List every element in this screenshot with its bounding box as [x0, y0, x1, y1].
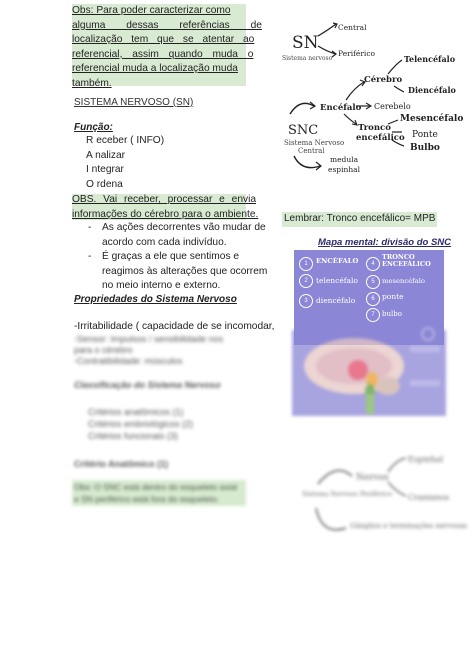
ponte-label: Ponte: [412, 130, 438, 140]
obs1-line: localização tem que se atentar ao: [72, 34, 255, 46]
obs1-line: também.: [72, 77, 112, 89]
blurred-criteria: Critérios anatômicos (1) Critérios embriológicos (2) Critérios funcionais (3): [88, 407, 194, 441]
blurred-criterio-title: Critério Anatômico (1): [74, 459, 169, 469]
mapa-item-bulbo: bulbo: [382, 310, 402, 318]
central-label: Central: [338, 23, 367, 32]
obs1-line: referencial muda a localização muda: [72, 63, 238, 75]
medula-label: medula: [330, 155, 359, 164]
mapa-number: 6: [366, 292, 380, 306]
mapa-number: 5: [366, 275, 380, 289]
obs2-line: informações do cérebro para o ambiente.: [72, 208, 259, 220]
arrow-telencefalo: [388, 60, 402, 74]
arrow-diencefalo: [394, 86, 404, 92]
funcao-item: O rdena: [86, 178, 123, 190]
tronco-label: Tronco: [358, 123, 391, 133]
arrow-mesencefalo: [388, 120, 398, 124]
cerebro-label: Cérebro: [364, 75, 403, 85]
irritabilidade-line: -Irritabilidade ( capacidade de se incomodar,: [74, 321, 275, 332]
mesencefalo-label: Mesencéfalo: [400, 114, 464, 124]
ganglios-label: Gânglios e terminações nervosas: [350, 522, 468, 530]
sn-subtitle: Sistema nervoso: [282, 55, 333, 62]
arrow-central: [318, 24, 336, 36]
obs2-line: OBS. Vai receber, processar e envia: [72, 194, 257, 205]
arrow: [316, 508, 346, 530]
mapa-number: 1: [299, 257, 313, 271]
obs2-block: [72, 193, 259, 222]
snp-diagram: [296, 440, 472, 556]
funcao-item: A nalizar: [86, 149, 126, 161]
mapa-item-mesencefalo: mesencéfalo: [382, 277, 426, 285]
periferico-label: Periférico: [338, 49, 376, 58]
snc-label: SNC: [288, 123, 319, 138]
cranianos-label: Cranianos: [408, 493, 450, 502]
brain-image: [292, 330, 446, 416]
mapa-number: 3: [299, 294, 313, 308]
mapa-item-diencefalo: diencéfalo: [316, 296, 356, 305]
arrow-medula: [294, 156, 320, 168]
arrow: [388, 458, 406, 472]
snc-diagram: [280, 52, 474, 182]
section-title: SISTEMA NERVOSO (SN): [74, 97, 194, 108]
arrow: [318, 471, 352, 484]
funcao-item: R eceber ( INFO): [86, 135, 165, 146]
mapa-title: Mapa mental: divisão do SNC: [318, 237, 452, 248]
snp-center-label: Sistema Nervoso Periférico: [302, 490, 393, 498]
telencefalo-label: Telencéfalo: [404, 54, 456, 64]
obs1-line: alguma dessas referências de: [72, 19, 262, 31]
mapa-number: 4: [366, 257, 380, 271]
diencefalo-label: Diencéfalo: [408, 85, 456, 95]
mapa-item-ponte: ponte: [382, 292, 404, 301]
bulbo-label: Bulbo: [410, 143, 440, 153]
medula-label: espinhal: [328, 165, 361, 174]
funcao-list: [86, 134, 164, 192]
mapa-number: 7: [366, 308, 380, 322]
arrow-cerebro: [346, 82, 364, 100]
brain-illustration: [292, 330, 446, 416]
blurred-properties: -Sensor: Impulsos / sensibilidade nos para o cérebro -Contratibilidade: músculos: [74, 334, 224, 366]
funcao-item: I ntegrar: [86, 164, 124, 176]
encefalo-label: Encéfalo: [320, 103, 362, 113]
nervos-label: Nervos: [356, 473, 389, 483]
obs1-block: [72, 4, 262, 92]
lembrar-note: Lembrar: Tronco encefálico= MPB: [282, 212, 437, 227]
mapa-item-tronco: TRONCO ENCEFÁLICO: [382, 253, 431, 268]
snc-subtitle: Sistema Nervoso: [284, 139, 345, 147]
bullet-item: - As ações decorrentes vão mudar de acordo com cada indivíduo.: [88, 222, 266, 248]
obs1-line: referencial, assim quando muda o: [72, 48, 254, 60]
arrow-tronco: [344, 114, 356, 124]
blurred-obs3: Obs: O SNC está dentro do esqueleto axial e SN periférico está fora do esqueleto.: [74, 482, 238, 504]
propriedades-title: Propriedades do Sistema Nervoso: [74, 294, 237, 305]
snc-subtitle: Central: [298, 147, 325, 155]
espinhal-label: Espinhal: [408, 455, 444, 464]
bullet-item: - É graças a ele que sentimos e reagimos às alterações que ocorrem no meio interno e externo.: [88, 251, 268, 292]
funcao-title: Função:: [74, 122, 113, 133]
blurred-class-title: Classificação do Sistema Nervoso: [74, 380, 221, 390]
mapa-number: 2: [299, 274, 313, 288]
cerebelo-label: Cerebelo: [374, 102, 411, 111]
mapa-item-encefalo: ENCÉFALO: [316, 257, 359, 265]
encefalico-label: encefálico: [356, 133, 405, 143]
bullet-list: [88, 221, 268, 294]
mapa-item-telencefalo: telencéfalo: [316, 276, 358, 285]
sn-label: SN: [292, 33, 319, 53]
obs1-line: Obs: Para poder caracterizar como: [72, 5, 231, 16]
